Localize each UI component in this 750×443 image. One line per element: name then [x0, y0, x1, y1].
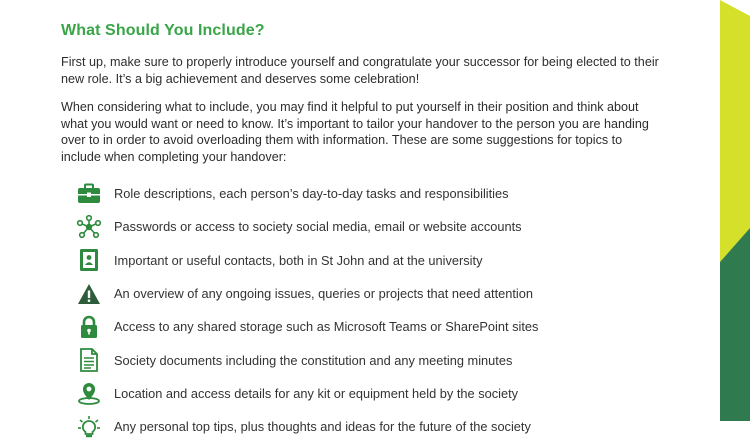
list-item-text: Society documents including the constitution and any meeting minutes: [114, 352, 513, 368]
list-item-text: An overview of any ongoing issues, queries or projects that need attention: [114, 286, 533, 302]
briefcase-icon: [77, 182, 101, 206]
list-item-text: Passwords or access to society social media, email or website accounts: [114, 219, 522, 235]
intro-paragraph: First up, make sure to properly introduce yourself and congratulate your successor for being elected to their new role. It’s a big achievement and deserves some celebration!: [61, 55, 659, 86]
list-item-text: Access to any shared storage such as Microsoft Teams or SharePoint sites: [114, 319, 539, 335]
list-item: [77, 210, 661, 243]
list-item-text: Location and access details for any kit or equipment held by the society: [114, 385, 519, 401]
section-heading: What Should You Include?: [61, 22, 265, 39]
list-item-text: Role descriptions, each person’s day-to-day tasks and responsibilities: [114, 186, 509, 202]
list-item-text: Important or useful contacts, both in St John and at the university: [114, 252, 483, 268]
main-content: [61, 22, 661, 443]
list-item-text: Any personal top tips, plus thoughts and ideas for the future of the society: [114, 419, 531, 435]
topics-list: [77, 177, 661, 443]
list-item: [77, 277, 661, 310]
padlock-icon: [77, 315, 101, 339]
contact-card-icon: [77, 248, 101, 272]
list-item: [77, 377, 661, 410]
list-item: [77, 244, 661, 277]
location-pin-icon: [77, 381, 101, 405]
document-icon: [77, 348, 101, 372]
lightbulb-icon: [77, 415, 101, 439]
list-item: [77, 177, 661, 210]
decorative-side-strip: [720, 0, 750, 421]
considerations-paragraph: When considering what to include, you may find it helpful to put yourself in their position and think about what you would want or need to know. It’s important to tailor your handover to the person you are handing over to in order to avoid overloading them with information. These are some suggestions for topics to include when completing your handover:: [61, 100, 649, 164]
list-item: [77, 310, 661, 343]
list-item: [77, 343, 661, 376]
list-item: [77, 410, 661, 443]
network-icon: [77, 215, 101, 239]
warning-icon: [77, 282, 101, 306]
